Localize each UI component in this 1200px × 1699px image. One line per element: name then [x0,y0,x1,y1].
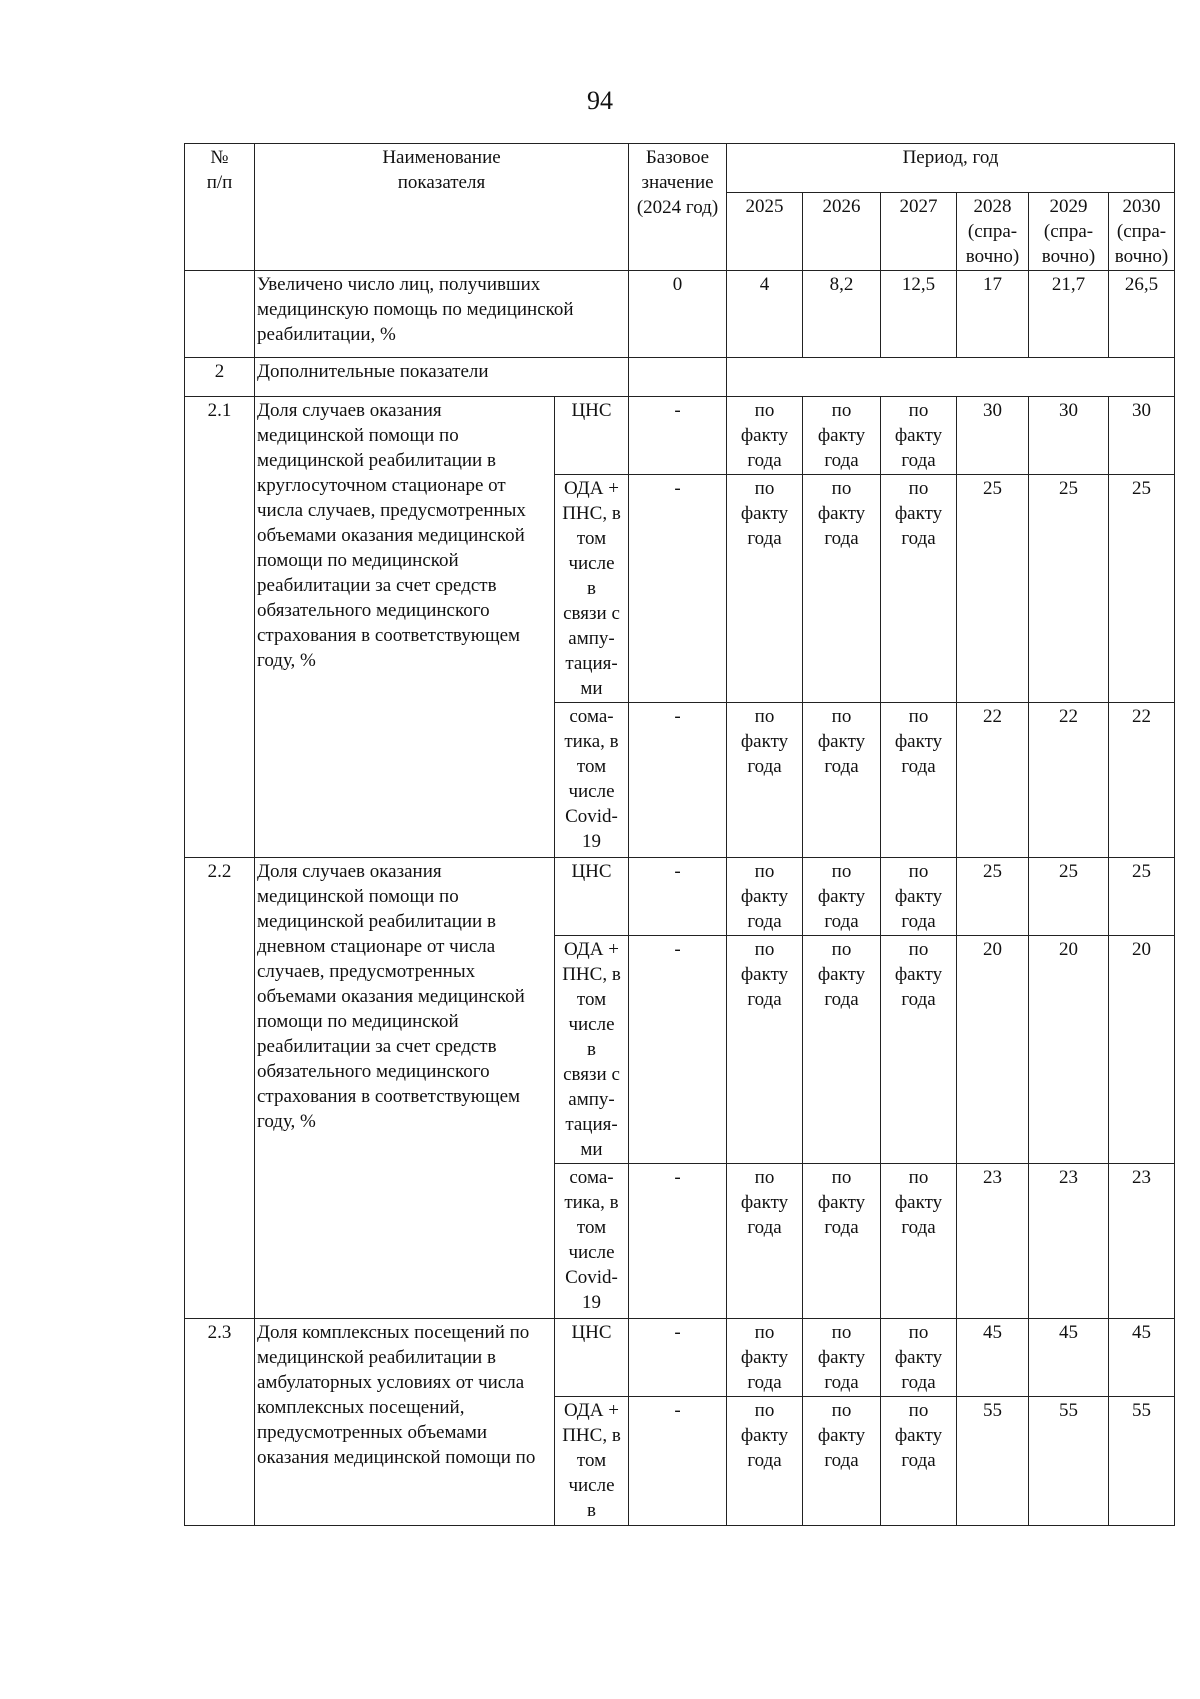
sub-category: ОДА + ПНС, в том числе в связи с ампу- тация- ми [555,936,629,1164]
row-value: 12,5 [881,271,957,358]
empty-cell [727,358,1175,397]
sub-value: по факту года [803,397,881,475]
header-year: 2028 (спра- вочно) [957,193,1029,271]
row-value: 4 [727,271,803,358]
section-title: Дополнительные показатели [255,358,629,397]
sub-value: по факту года [727,475,803,703]
sub-value: по факту года [727,703,803,858]
sub-value: 25 [1109,475,1175,703]
sub-value: 30 [1029,397,1109,475]
section-num: 2 [185,358,255,397]
sub-value: 20 [1109,936,1175,1164]
sub-value: по факту года [727,858,803,936]
sub-category: ЦНС [555,1319,629,1397]
sub-value: 25 [957,475,1029,703]
sub-base: - [629,703,727,858]
sub-value: 23 [957,1164,1029,1319]
sub-value: по факту года [727,397,803,475]
row-value: 17 [957,271,1029,358]
sub-value: 25 [1109,858,1175,936]
row-value: 8,2 [803,271,881,358]
sub-value: по факту года [803,936,881,1164]
group-num: 2.2 [185,858,255,1319]
sub-category: ЦНС [555,397,629,475]
sub-value: по факту года [881,1164,957,1319]
sub-base: - [629,1164,727,1319]
sub-value: 45 [1109,1319,1175,1397]
sub-base: - [629,1397,727,1526]
sub-value: 20 [957,936,1029,1164]
row-value: 21,7 [1029,271,1109,358]
sub-value: 22 [1029,703,1109,858]
sub-value: 30 [1109,397,1175,475]
group-name: Доля случаев оказания медицинской помощи по медицинской реабилитации в круглосуточном стационаре от числа случаев, предусмотренных объемами оказания медицинской помощи по медицинской реабилитации за счет средств обязательного медицинского страхования в соответствующем году, % [255,397,555,858]
indicators-table [184,143,1175,1526]
table-row [185,1319,1175,1397]
sub-value: по факту года [803,1319,881,1397]
sub-base: - [629,475,727,703]
sub-value: по факту года [881,397,957,475]
sub-value: 55 [1029,1397,1109,1526]
sub-category: ЦНС [555,858,629,936]
sub-value: по факту года [727,1397,803,1526]
sub-value: 55 [1109,1397,1175,1526]
sub-value: 20 [1029,936,1109,1164]
group-num: 2.1 [185,397,255,858]
sub-value: по факту года [881,1319,957,1397]
sub-value: по факту года [727,1164,803,1319]
row-base: 0 [629,271,727,358]
sub-value: 25 [957,858,1029,936]
header-name: Наименование показателя [255,144,629,271]
header-year: 2027 [881,193,957,271]
page-number: 94 [587,86,613,115]
group-num: 2.3 [185,1319,255,1526]
header-row-1 [185,144,1175,193]
sub-value: по факту года [803,858,881,936]
sub-value: 23 [1109,1164,1175,1319]
row-value: 26,5 [1109,271,1175,358]
sub-value: по факту года [803,1397,881,1526]
section-row [185,358,1175,397]
sub-value: 30 [957,397,1029,475]
sub-value: по факту года [803,1164,881,1319]
header-period: Период, год [727,144,1175,193]
sub-category: ОДА + ПНС, в том числе в [555,1397,629,1526]
sub-value: 45 [1029,1319,1109,1397]
table-row [185,397,1175,475]
header-year: 2026 [803,193,881,271]
sub-value: по факту года [881,1397,957,1526]
sub-base: - [629,1319,727,1397]
sub-value: 23 [1029,1164,1109,1319]
sub-base: - [629,397,727,475]
sub-value: 45 [957,1319,1029,1397]
sub-value: 22 [957,703,1029,858]
sub-value: 22 [1109,703,1175,858]
sub-value: по факту года [803,475,881,703]
group-name: Доля комплексных посещений по медицинской реабилитации в амбулаторных условиях от числа комплексных посещений, предусмотренных объемами оказания медицинской помощи по [255,1319,555,1526]
table-row [185,858,1175,936]
sub-value: по факту года [803,703,881,858]
row-num [185,271,255,358]
group-name: Доля случаев оказания медицинской помощи по медицинской реабилитации в дневном стационаре от числа случаев, предусмотренных объемами оказания медицинской помощи по медицинской реабилитации за счет средств обязательного медицинского страхования в соответствующем году, % [255,858,555,1319]
sub-value: 25 [1029,858,1109,936]
table-row [185,271,1175,358]
sub-category: ОДА + ПНС, в том числе в связи с ампу- тация- ми [555,475,629,703]
sub-value: 25 [1029,475,1109,703]
header-year: 2025 [727,193,803,271]
header-num: № п/п [185,144,255,271]
sub-category: сома- тика, в том числе Covid- 19 [555,1164,629,1319]
sub-value: 55 [957,1397,1029,1526]
header-base: Базовое значение (2024 год) [629,144,727,271]
sub-value: по факту года [881,936,957,1164]
sub-value: по факту года [727,936,803,1164]
header-year: 2029 (спра- вочно) [1029,193,1109,271]
sub-value: по факту года [881,858,957,936]
sub-value: по факту года [881,475,957,703]
sub-base: - [629,936,727,1164]
sub-value: по факту года [727,1319,803,1397]
row-name: Увеличено число лиц, получивших медицинскую помощь по медицинской реабилитации, % [255,271,629,358]
empty-cell [629,358,727,397]
sub-value: по факту года [881,703,957,858]
sub-base: - [629,858,727,936]
header-year: 2030 (спра- вочно) [1109,193,1175,271]
sub-category: сома- тика, в том числе Covid- 19 [555,703,629,858]
